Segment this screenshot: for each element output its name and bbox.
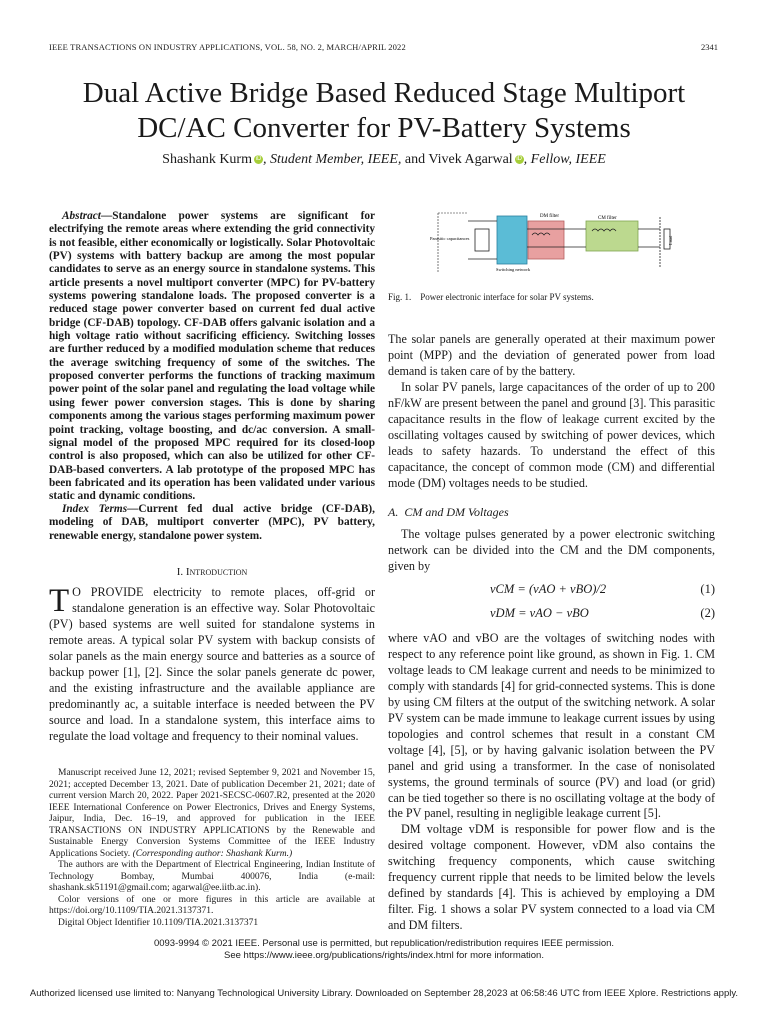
orcid-icon[interactable]: iD — [516, 156, 522, 162]
paragraph-mpp: The solar panels are generally operated at their maximum power point (MPP) and the deviation of generated power from load demand is taken care of by the battery. — [388, 332, 715, 378]
section-heading — [49, 566, 375, 578]
equation-2-number: (2) — [700, 606, 715, 620]
authorized-use-notice: Authorized licensed use limited to: Nanyang Technological University Library. Downloaded on September 28,2023 at 06:58:46 UTC from IEEE Xplore. Restrictions apply. — [29, 988, 739, 999]
author-2-role: , Fellow, IEEE — [523, 152, 606, 167]
corresponding-author: (Corresponding author: Shashank Kurm.) — [130, 848, 293, 859]
copyright-line-1: 0093-9994 © 2021 IEEE. Personal use is permitted, but republication/redistribution requires IEEE permission. — [153, 938, 615, 949]
paragraph-cm-voltage: where vAO and vBO are the voltages of switching nodes with respect to any reference point like ground, as shown in Fig. 1. CM voltage leads to CM leakage current and needs to be minimized to comply with standards [4] for grid-connected systems. This is done by using CM filters at the output of the switching network. A solar PV system can be made immune to leakage current issues by using topologies and control schemes that result in a constant CM voltage [4], [5], or by having galvanic isolation between the PV panel and grid using a transformer. In the case of nonisolated systems, the ground terminals of source (PV) and load (or grid) can be tied together so there is no oscillating voltage at the body of the PV panel, resulting in negligible leakage current [5]. — [388, 631, 715, 821]
index-terms — [49, 503, 375, 543]
footnote-doi: Digital Object Identifier 10.1109/TIA.2021.3137371 — [58, 917, 259, 928]
index-terms-label: Index Terms — [62, 503, 128, 515]
equation-1-body: vCM = (vAO + vBO)/2 — [490, 582, 607, 596]
intro-first-word: O PROVIDE — [72, 585, 144, 599]
page-number: 2341 — [701, 42, 718, 52]
section-number: I. — [176, 566, 186, 578]
pv-panel-icon — [475, 229, 489, 251]
subsection-heading: A. CM and DM Voltages — [388, 505, 509, 519]
abstract-text: —Standalone power systems are significant for electrifying the remote areas where extending the grid connectivity is not feasible, either economically or logistically. Solar Photovoltaic (PV) systems with battery backup are among the most popular candidates to serve as an energy source in standalone systems. This article presents a novel multiport converter (MPC) for PV-battery systems powering standalone loads. The proposed converter is a reduced stage power converter based on current fed dual active bridge (CF-DAB) topology. CF-DAB offers galvanic isolation and a high voltage ratio without sacrificing efficiency. Switching losses are further reduced by a modified modulation scheme that reduces the average switching frequency of some of the switches. The proposed converter performs the functions of tracking maximum power point of the solar panel and regulating the load voltage while using fewer power conversion stages. This is done by sharing components among the various stages performing maximum power point tracking, voltage boosting, and dc/ac conversion. A small-signal model of the proposed MPC required for its closed-loop control is also proposed, which can also be utilized for other CF-DAB-based converters. A lab prototype of the proposed MPC has been fabricated and its operation has been validated under various static and dynamic conditions. — [49, 210, 375, 503]
author-1-role: , Student Member, IEEE, — [262, 152, 402, 167]
abstract — [49, 210, 375, 504]
drop-cap: T — [49, 583, 70, 619]
abstract-label: Abstract — [62, 210, 101, 222]
footnote-manuscript — [49, 768, 375, 860]
cm-filter-label: CM filter — [598, 216, 617, 221]
parasitic-label: Parasitic capacitances — [430, 236, 470, 241]
equation-2-body: vDM = vAO − vBO — [490, 606, 589, 620]
intro-text: electricity to remote places, off-grid or standalone generation is an effective way. Solar Photovoltaic (PV) based systems are well suited for standalone systems in remote areas. A typical solar PV system with backup consists of solar panels as the main energy source and batteries as a source of backup power [1], [2]. Since the solar panels generate dc power, and the existing infrastructure and the available appliance are predominantly ac, a suitable interface is needed between the PV source and load. In a standalone system, this interface aims to regulate the load voltage and frequency to their nominal values. — [49, 585, 375, 743]
orcid-icon[interactable]: iD — [255, 156, 262, 162]
paragraph-voltage-pulses — [388, 527, 715, 575]
copyright-notice — [20, 938, 748, 961]
journal-header: IEEE TRANSACTIONS ON INDUSTRY APPLICATIONS, VOL. 58, NO. 2, MARCH/APRIL 2022 — [49, 42, 406, 52]
index-terms-text: —Current fed dual active bridge (CF-DAB), modeling of DAB, multiport converter (MPC), PV battery, renewable energy, standalone power system. — [49, 503, 376, 542]
equation-1-number: (1) — [700, 582, 715, 596]
authors-line — [20, 152, 748, 168]
author-2: and Vivek Agarwal — [401, 152, 513, 167]
dm-filter-label: DM filter — [540, 214, 560, 219]
intro-paragraph — [49, 585, 375, 745]
load-label: Load — [668, 235, 673, 245]
author-1: Shashank Kurm — [162, 152, 252, 167]
paper-title — [20, 76, 748, 146]
footnote-color: Color versions of one or more figures in this article are available at https://doi.org/10.1109/TIA.2021.3137371. — [49, 894, 375, 916]
figure-1-diagram — [428, 207, 678, 279]
title-line-2: DC/AC Converter for PV-Battery Systems — [137, 112, 631, 144]
switching-network-block — [497, 216, 527, 264]
cm-filter-block — [586, 221, 638, 251]
figure-1-caption: Fig. 1. Power electronic interface for solar PV systems. — [388, 292, 594, 302]
right-column-body — [388, 332, 715, 492]
switching-label: Switching network — [496, 267, 531, 272]
footnote — [49, 768, 375, 929]
section-title: Introduction — [185, 566, 248, 578]
dm-filter-block — [528, 221, 564, 259]
footnote-manuscript-text: Manuscript received June 12, 2021; revised September 9, 2021 and November 15, 2021; accepted December 13, 2021. Date of publication December 21, 2021; date of current version March 20, 2022. Paper 2021-SECSC-0607.R2, presented at the 2020 IEEE International Conference on Power Electronics, Drives and Energy Systems, Jaipur, India, Dec. 16–19, and approved for publication in the IEEE TRANSACTIONS ON INDUSTRY APPLICATIONS by the Renewable and Sustainable Energy Conversion Systems Committee of the IEEE Industry Applications Society. — [49, 768, 375, 859]
footnote-affiliation: The authors are with the Department of Electrical Engineering, Indian Institute of Technology Bombay, Mumbai 400076, India (e-mail: shashank.sk51191@gmail.com; agarwal@ee.iitb.ac.in). — [49, 860, 375, 893]
copyright-line-2: See https://www.ieee.org/publications/rights/index.html for more information. — [224, 949, 544, 961]
title-line-1: Dual Active Bridge Based Reduced Stage Multiport — [82, 77, 686, 109]
right-column-lower — [388, 631, 715, 934]
paragraph-voltage-pulses-text: The voltage pulses generated by a power electronic switching network can be divided into the CM and the DM components, given by — [388, 527, 715, 573]
paragraph-dm-voltage: DM voltage vDM is responsible for power flow and is the desired voltage component. However, vDM also contains the switching frequency components, which cause switching frequency current ripple that needs to be limited below the levels defined by standards [4]. This is achieved by employing a DM filter. Fig. 1 shows a solar PV system connected to a load via CM and DM filters. — [388, 822, 715, 933]
paragraph-parasitic: In solar PV panels, large capacitances of the order of up to 200 nF/kW are present between the panel and ground [3]. This parasitic capacitance results in the flow of leakage current excited by the oscillating voltages caused by switching of power devices, which leads to safety hazards. To understand the effect of this capacitance, the concept of common mode (CM) and differential mode (DM) voltages needs to be studied. — [388, 379, 715, 490]
